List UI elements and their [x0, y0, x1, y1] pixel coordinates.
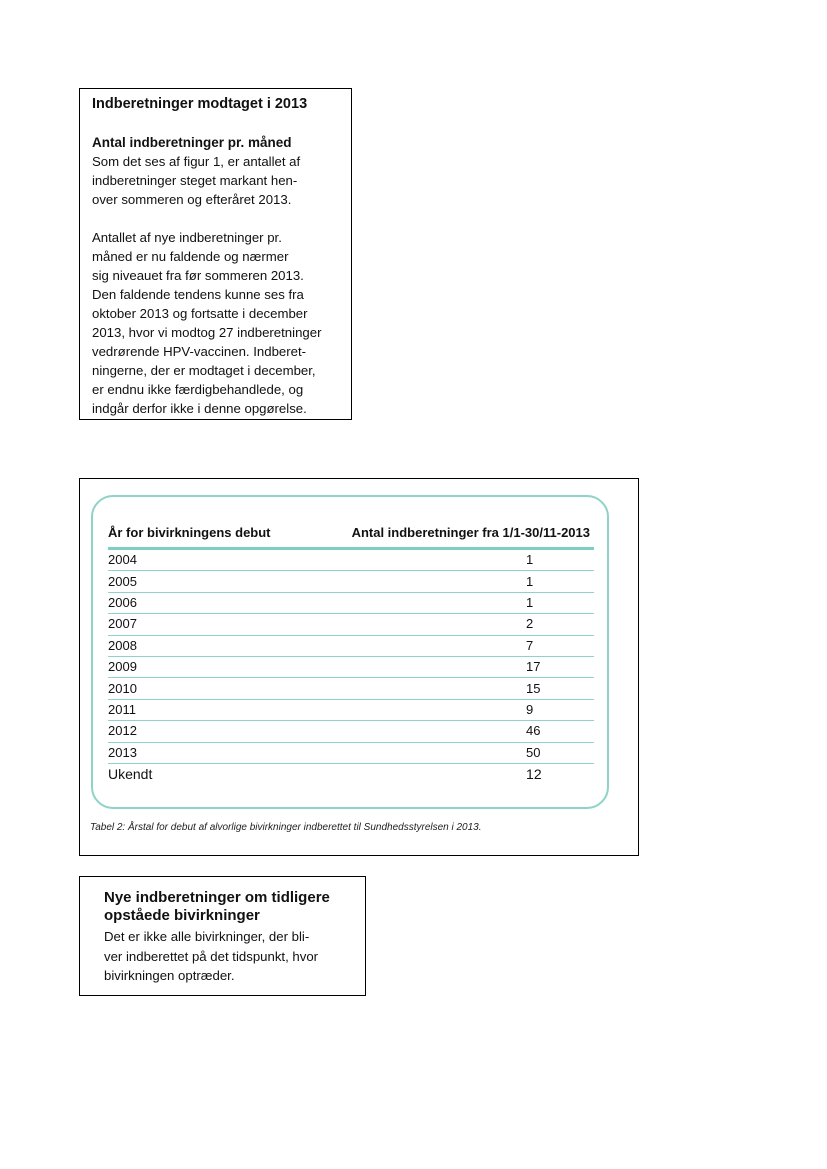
paragraph — [104, 927, 353, 986]
debut-year-table — [108, 525, 594, 784]
table-row — [108, 571, 594, 592]
cell-year: 2013 — [108, 742, 303, 763]
cell-count: 15 — [303, 678, 594, 699]
table-row — [108, 699, 594, 720]
cell-year: 2007 — [108, 614, 303, 635]
info-box-earlier-reactions — [79, 876, 366, 996]
cell-count: 17 — [303, 656, 594, 677]
table-caption: Tabel 2: Årstal for debut af alvorlige bivirkninger indberettet til Sundhedsstyrelsen i 2013. — [90, 822, 482, 833]
cell-year: 2008 — [108, 635, 303, 656]
cell-year: 2010 — [108, 678, 303, 699]
paragraph-2 — [92, 228, 341, 418]
info-box-reports-2013 — [79, 88, 352, 420]
cell-year: 2005 — [108, 571, 303, 592]
text-line: ver indberettet på det tidspunkt, hvor — [104, 948, 319, 964]
header-count: Antal indberetninger fra 1/1-30/11-2013 — [303, 525, 594, 549]
cell-count: 9 — [303, 699, 594, 720]
cell-count: 46 — [303, 721, 594, 742]
cell-year: 2012 — [108, 721, 303, 742]
text-line: 2013, hvor vi modtog 27 indberetninger — [92, 325, 322, 340]
box-title: Indberetninger modtaget i 2013 — [92, 96, 308, 112]
cell-year: 2006 — [108, 592, 303, 613]
text-line: Den faldende tendens kunne ses fra — [92, 287, 304, 302]
text-line: er endnu ikke færdigbehandlede, og — [92, 382, 304, 397]
text-line: Som det ses af figur 1, er antallet af — [92, 154, 301, 169]
text-line: bivirkningen optræder. — [104, 968, 235, 983]
table-row — [108, 635, 594, 656]
cell-count: 1 — [303, 592, 594, 613]
cell-year: 2004 — [108, 549, 303, 571]
table-frame — [91, 495, 609, 809]
text-line: indgår derfor ikke i denne opgørelse. — [92, 401, 307, 416]
header-year: År for bivirkningens debut — [108, 525, 303, 549]
cell-year: 2011 — [108, 699, 303, 720]
text-line: Antallet af nye indberetninger pr. — [92, 230, 282, 245]
table-row — [108, 549, 594, 571]
cell-count: 50 — [303, 742, 594, 763]
text-line: ningerne, der er modtaget i december, — [92, 363, 316, 378]
cell-count: 1 — [303, 549, 594, 571]
text-line: indberetninger steget markant hen- — [92, 173, 298, 188]
text-line: sig niveauet fra før sommeren 2013. — [92, 268, 304, 283]
cell-year: 2009 — [108, 656, 303, 677]
text-line: over sommeren og efteråret 2013. — [92, 192, 292, 207]
cell-count: 7 — [303, 635, 594, 656]
table-header-row — [108, 525, 594, 549]
table-row — [108, 614, 594, 635]
paragraph-1 — [92, 152, 341, 209]
table-row — [108, 742, 594, 763]
text-line: oktober 2013 og fortsatte i december — [92, 306, 308, 321]
text-line: måned er nu faldende og nærmer — [92, 249, 289, 264]
table-row — [108, 721, 594, 742]
cell-count: 12 — [526, 766, 542, 783]
text-line: Det er ikke alle bivirkninger, der bli- — [104, 929, 310, 944]
table-row — [108, 656, 594, 677]
box-subtitle: Antal indberetninger pr. måned — [92, 135, 292, 150]
cell-year: Ukendt — [108, 766, 153, 783]
cell-count: 1 — [303, 571, 594, 592]
table-figure-box — [79, 478, 639, 856]
title-line: Nye indberetninger om tidligere — [104, 889, 330, 906]
table-row — [108, 678, 594, 699]
cell-count: 2 — [303, 614, 594, 635]
text-line: vedrørende HPV-vaccinen. Indberet- — [92, 344, 307, 359]
box-title — [104, 889, 353, 925]
title-line: opståede bivirkninger — [104, 907, 260, 924]
table-row — [108, 763, 594, 784]
table-row — [108, 592, 594, 613]
